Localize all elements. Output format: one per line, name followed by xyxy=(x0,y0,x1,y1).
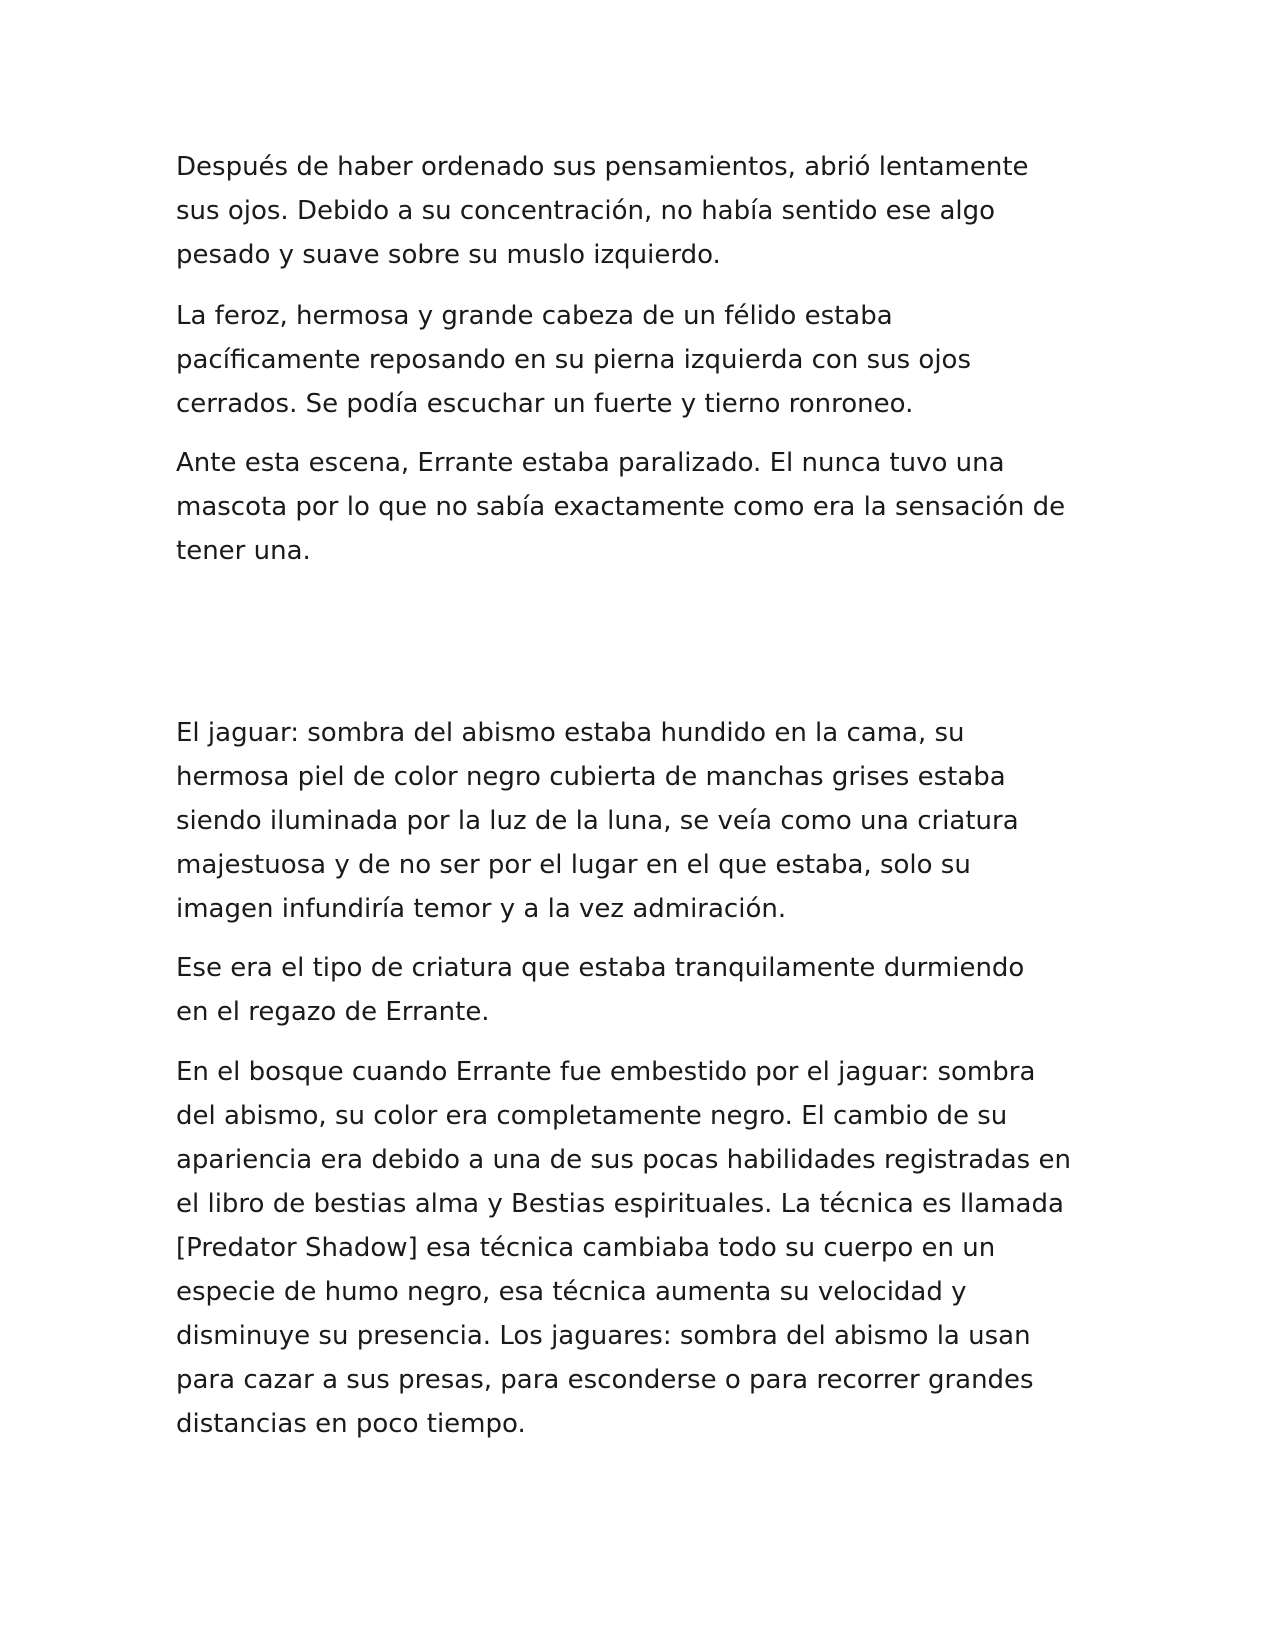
paragraph-4 xyxy=(176,711,1096,931)
text-line: en el regazo de Errante. xyxy=(176,997,490,1027)
text-line: majestuosa y de no ser por el lugar en el que estaba, solo su xyxy=(176,850,971,880)
text-line: especie de humo negro, esa técnica aumenta su velocidad y xyxy=(176,1277,967,1307)
text-line: siendo iluminada por la luz de la luna, se veía como una criatura xyxy=(176,806,1019,836)
text-line: El jaguar: sombra del abismo estaba hundido en la cama, su xyxy=(176,718,965,748)
text-line: del abismo, su color era completamente negro. El cambio de su xyxy=(176,1101,1008,1131)
paragraph-5 xyxy=(176,946,1096,1034)
text-line: apariencia era debido a una de sus pocas habilidades registradas en xyxy=(176,1145,1071,1175)
paragraph-6 xyxy=(176,1050,1096,1446)
text-line: pesado y suave sobre su muslo izquierdo. xyxy=(176,240,721,270)
text-line: La feroz, hermosa y grande cabeza de un félido estaba xyxy=(176,301,893,331)
text-line: En el bosque cuando Errante fue embestido por el jaguar: sombra xyxy=(176,1057,1036,1087)
text-line: cerrados. Se podía escuchar un fuerte y tierno ronroneo. xyxy=(176,389,914,419)
text-line: disminuye su presencia. Los jaguares: sombra del abismo la usan xyxy=(176,1321,1031,1351)
text-line: tener una. xyxy=(176,536,311,566)
paragraph-3 xyxy=(176,441,1096,573)
paragraph-1 xyxy=(176,145,1096,277)
text-line: distancias en poco tiempo. xyxy=(176,1409,526,1439)
text-line: el libro de bestias alma y Bestias espirituales. La técnica es llamada xyxy=(176,1189,1064,1219)
text-line: para cazar a sus presas, para esconderse o para recorrer grandes xyxy=(176,1365,1034,1395)
text-line: Ante esta escena, Errante estaba paralizado. El nunca tuvo una xyxy=(176,448,1005,478)
text-line: hermosa piel de color negro cubierta de manchas grises estaba xyxy=(176,762,1006,792)
text-line: [Predator Shadow] esa técnica cambiaba todo su cuerpo en un xyxy=(176,1233,996,1263)
text-line: imagen infundiría temor y a la vez admiración. xyxy=(176,894,787,924)
text-line: sus ojos. Debido a su concentración, no había sentido ese algo xyxy=(176,196,996,226)
text-line: pacíficamente reposando en su pierna izquierda con sus ojos xyxy=(176,345,972,375)
paragraph-2 xyxy=(176,294,1096,426)
text-line: mascota por lo que no sabía exactamente como era la sensación de xyxy=(176,492,1066,522)
text-line: Después de haber ordenado sus pensamientos, abrió lentamente xyxy=(176,152,1029,182)
text-line: Ese era el tipo de criatura que estaba tranquilamente durmiendo xyxy=(176,953,1025,983)
